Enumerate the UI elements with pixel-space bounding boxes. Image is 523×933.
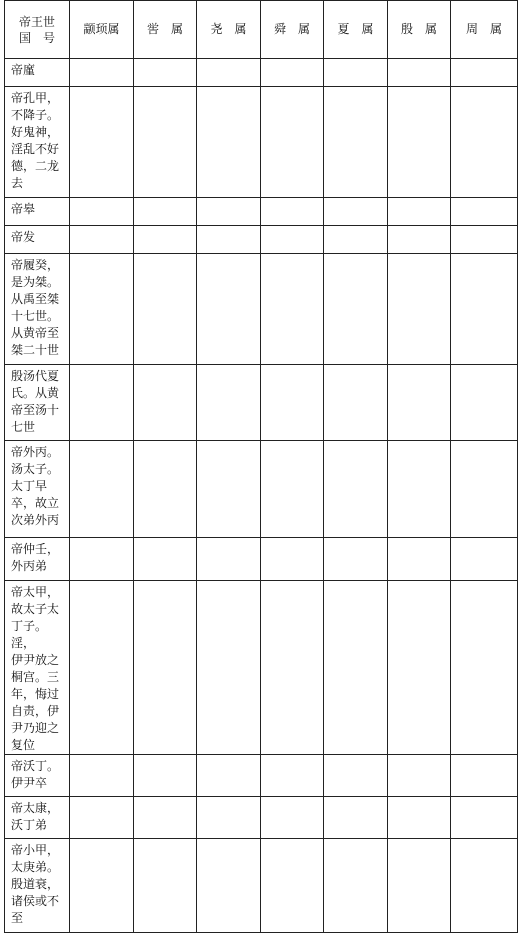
header-zhou: 周 属 bbox=[451, 1, 518, 59]
empty-cell bbox=[324, 254, 388, 365]
table-row bbox=[5, 538, 518, 581]
empty-cell bbox=[70, 59, 134, 87]
empty-cell bbox=[261, 59, 324, 87]
empty-cell bbox=[70, 226, 134, 254]
empty-cell bbox=[197, 538, 261, 581]
empty-cell bbox=[451, 755, 518, 797]
empty-cell bbox=[197, 365, 261, 441]
empty-cell bbox=[70, 254, 134, 365]
empty-cell bbox=[134, 59, 197, 87]
empty-cell bbox=[451, 581, 518, 755]
empty-cell bbox=[261, 254, 324, 365]
table-row bbox=[5, 254, 518, 365]
row-name-cell: 帝皋 bbox=[5, 198, 70, 226]
header-shun: 舜 属 bbox=[261, 1, 324, 59]
header-xia: 夏 属 bbox=[324, 1, 388, 59]
empty-cell bbox=[324, 59, 388, 87]
empty-cell bbox=[261, 839, 324, 933]
row-name-cell: 帝太甲， 故太子太 丁子。淫， 伊尹放之 桐宫。三 年，悔过 自责，伊 尹乃迎之 复位 bbox=[5, 581, 70, 755]
empty-cell bbox=[451, 839, 518, 933]
empty-cell bbox=[451, 226, 518, 254]
header-zhuanxu: 颛顼属 bbox=[70, 1, 134, 59]
empty-cell bbox=[197, 226, 261, 254]
empty-cell bbox=[261, 581, 324, 755]
table-row bbox=[5, 365, 518, 441]
empty-cell bbox=[451, 198, 518, 226]
empty-cell bbox=[197, 839, 261, 933]
empty-cell bbox=[388, 839, 451, 933]
empty-cell bbox=[324, 797, 388, 839]
empty-cell bbox=[134, 254, 197, 365]
header-corner-cell: 帝王世 国 号 bbox=[5, 1, 70, 59]
table-row bbox=[5, 198, 518, 226]
empty-cell bbox=[451, 87, 518, 198]
table-row bbox=[5, 797, 518, 839]
empty-cell bbox=[70, 581, 134, 755]
empty-cell bbox=[388, 755, 451, 797]
empty-cell bbox=[197, 755, 261, 797]
empty-cell bbox=[324, 365, 388, 441]
header-row bbox=[5, 1, 518, 59]
empty-cell bbox=[324, 839, 388, 933]
empty-cell bbox=[70, 441, 134, 538]
empty-cell bbox=[134, 538, 197, 581]
empty-cell bbox=[134, 839, 197, 933]
empty-cell bbox=[134, 581, 197, 755]
row-name-cell: 殷汤代夏 氏。从黄 帝至汤十 七世 bbox=[5, 365, 70, 441]
row-name-cell: 帝廑 bbox=[5, 59, 70, 87]
empty-cell bbox=[70, 538, 134, 581]
empty-cell bbox=[197, 59, 261, 87]
table-row bbox=[5, 581, 518, 755]
empty-cell bbox=[388, 797, 451, 839]
empty-cell bbox=[197, 441, 261, 538]
empty-cell bbox=[70, 87, 134, 198]
empty-cell bbox=[70, 797, 134, 839]
empty-cell bbox=[134, 87, 197, 198]
empty-cell bbox=[261, 198, 324, 226]
empty-cell bbox=[261, 365, 324, 441]
empty-cell bbox=[261, 755, 324, 797]
table-row bbox=[5, 226, 518, 254]
table-row bbox=[5, 59, 518, 87]
header-yao: 尧 属 bbox=[197, 1, 261, 59]
empty-cell bbox=[70, 839, 134, 933]
empty-cell bbox=[70, 755, 134, 797]
empty-cell bbox=[197, 797, 261, 839]
empty-cell bbox=[134, 226, 197, 254]
empty-cell bbox=[388, 365, 451, 441]
empty-cell bbox=[197, 198, 261, 226]
row-name-cell: 帝小甲， 太庚弟。 殷道衰， 诸侯或不 至 bbox=[5, 839, 70, 933]
empty-cell bbox=[388, 87, 451, 198]
empty-cell bbox=[324, 538, 388, 581]
empty-cell bbox=[451, 441, 518, 538]
empty-cell bbox=[134, 797, 197, 839]
header-yin: 殷 属 bbox=[388, 1, 451, 59]
empty-cell bbox=[261, 226, 324, 254]
empty-cell bbox=[388, 226, 451, 254]
empty-cell bbox=[388, 581, 451, 755]
header-ku: 喾 属 bbox=[134, 1, 197, 59]
empty-cell bbox=[451, 59, 518, 87]
empty-cell bbox=[261, 797, 324, 839]
empty-cell bbox=[451, 365, 518, 441]
empty-cell bbox=[451, 797, 518, 839]
empty-cell bbox=[134, 365, 197, 441]
empty-cell bbox=[70, 365, 134, 441]
empty-cell bbox=[324, 198, 388, 226]
empty-cell bbox=[134, 755, 197, 797]
table-row bbox=[5, 839, 518, 933]
row-name-cell: 帝履癸， 是为桀。 从禹至桀 十七世。 从黄帝至 桀二十世 bbox=[5, 254, 70, 365]
empty-cell bbox=[134, 441, 197, 538]
empty-cell bbox=[261, 87, 324, 198]
empty-cell bbox=[324, 441, 388, 538]
empty-cell bbox=[324, 226, 388, 254]
empty-cell bbox=[451, 538, 518, 581]
row-name-cell: 帝发 bbox=[5, 226, 70, 254]
empty-cell bbox=[388, 441, 451, 538]
empty-cell bbox=[324, 581, 388, 755]
table-row bbox=[5, 755, 518, 797]
empty-cell bbox=[388, 254, 451, 365]
row-name-cell: 帝仲壬， 外丙弟 bbox=[5, 538, 70, 581]
table-row bbox=[5, 87, 518, 198]
empty-cell bbox=[197, 87, 261, 198]
empty-cell bbox=[388, 198, 451, 226]
empty-cell bbox=[388, 59, 451, 87]
empty-cell bbox=[197, 254, 261, 365]
row-name-cell: 帝太康， 沃丁弟 bbox=[5, 797, 70, 839]
genealogy-table bbox=[4, 0, 518, 933]
row-name-cell: 帝外丙。 汤太子。 太丁早 卒，故立 次弟外丙 bbox=[5, 441, 70, 538]
empty-cell bbox=[324, 755, 388, 797]
row-name-cell: 帝沃丁。 伊尹卒 bbox=[5, 755, 70, 797]
empty-cell bbox=[70, 198, 134, 226]
empty-cell bbox=[197, 581, 261, 755]
empty-cell bbox=[261, 441, 324, 538]
table-row bbox=[5, 441, 518, 538]
empty-cell bbox=[261, 538, 324, 581]
empty-cell bbox=[324, 87, 388, 198]
empty-cell bbox=[451, 254, 518, 365]
empty-cell bbox=[134, 198, 197, 226]
row-name-cell: 帝孔甲， 不降子。 好鬼神， 淫乱不好 德，二龙 去 bbox=[5, 87, 70, 198]
empty-cell bbox=[388, 538, 451, 581]
